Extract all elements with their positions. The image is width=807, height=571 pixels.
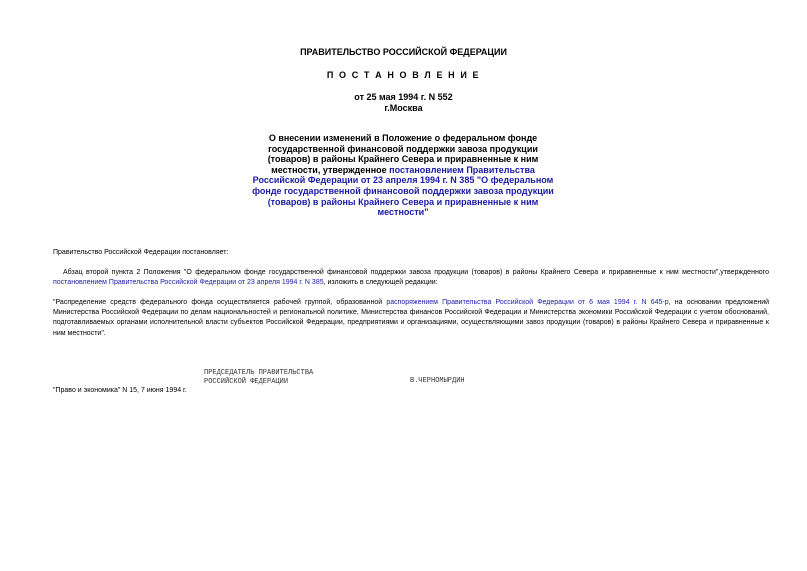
government-heading: ПРАВИТЕЛЬСТВО РОССИЙСКОЙ ФЕДЕРАЦИИ <box>300 47 507 57</box>
signature-line2: РОССИЙСКОЙ ФЕДЕРАЦИИ <box>204 377 289 386</box>
document-type-heading: П О С Т А Н О В Л Е Н И Е <box>326 70 481 80</box>
subject-text: О внесении изменений в Положение о федеральном фонде государственной финансовой поддержки завоза продукции (товаров) в районы Крайнего Севера и приравненные к ним местности, утвержденное <box>267 133 539 175</box>
date-number: от 25 мая 1994 г. N 552 <box>354 92 453 102</box>
signature-title <box>204 369 313 386</box>
amendment-text-end: , изложить в следующей редакции: <box>323 279 438 287</box>
new-wording-paragraph <box>53 298 769 339</box>
intro-paragraph: Правительство Российской Федерации постановляет: <box>53 249 229 256</box>
resolution-385-link[interactable]: постановлением Правительства Российской Федерации от 23 апреля 1994 г. N 385 <box>53 279 324 287</box>
document-subject <box>248 133 558 218</box>
signature-line1: ПРЕДСЕДАТЕЛЬ ПРАВИТЕЛЬСТВА <box>204 369 314 377</box>
city: г.Москва <box>384 103 423 113</box>
amendment-text: Абзац второй пункта 2 Положения "О федеральном фонде государственной финансовой поддержки завоза продукции (товаров) в районы Крайнего Севера и приравненные к ним местности",утвержденного <box>63 269 769 276</box>
publication-source: "Право и экономика" N 15, 7 июня 1994 г. <box>53 387 187 394</box>
signature-name: В.ЧЕРНОМЫРДИН <box>410 377 465 385</box>
amendment-paragraph <box>53 268 769 288</box>
subject-resolution-link[interactable]: постановлением Правительства Российской Федерации от 23 апреля 1994 г. N 385 "О федеральном фонде государственной финансовой поддержки завоза продукции (товаров) в районы Крайнего Севера и приравненные к ним местности" <box>252 164 554 218</box>
new-wording-text-end: , на основании предложений Министерства Российской Федерации по делам национальностей и региональной политике, Министерства финансов Российской Федерации и Министерства экономики Российской Федерации с учетом обоснований, подготавливаемых органами исполнительной власти субъектов Российской Федерации, предприятиями и организациями, осуществляющими завоз продукции (товаров) в районы Крайнего Севера и приравненные к ним местности". <box>53 299 770 337</box>
new-wording-text: "Распределение средств федерального фонда осуществляется рабочей группой, образованной <box>53 299 387 306</box>
order-645r-link[interactable]: распоряжением Правительства Российской Федерации от 6 мая 1994 г. N 645-р <box>386 299 669 306</box>
